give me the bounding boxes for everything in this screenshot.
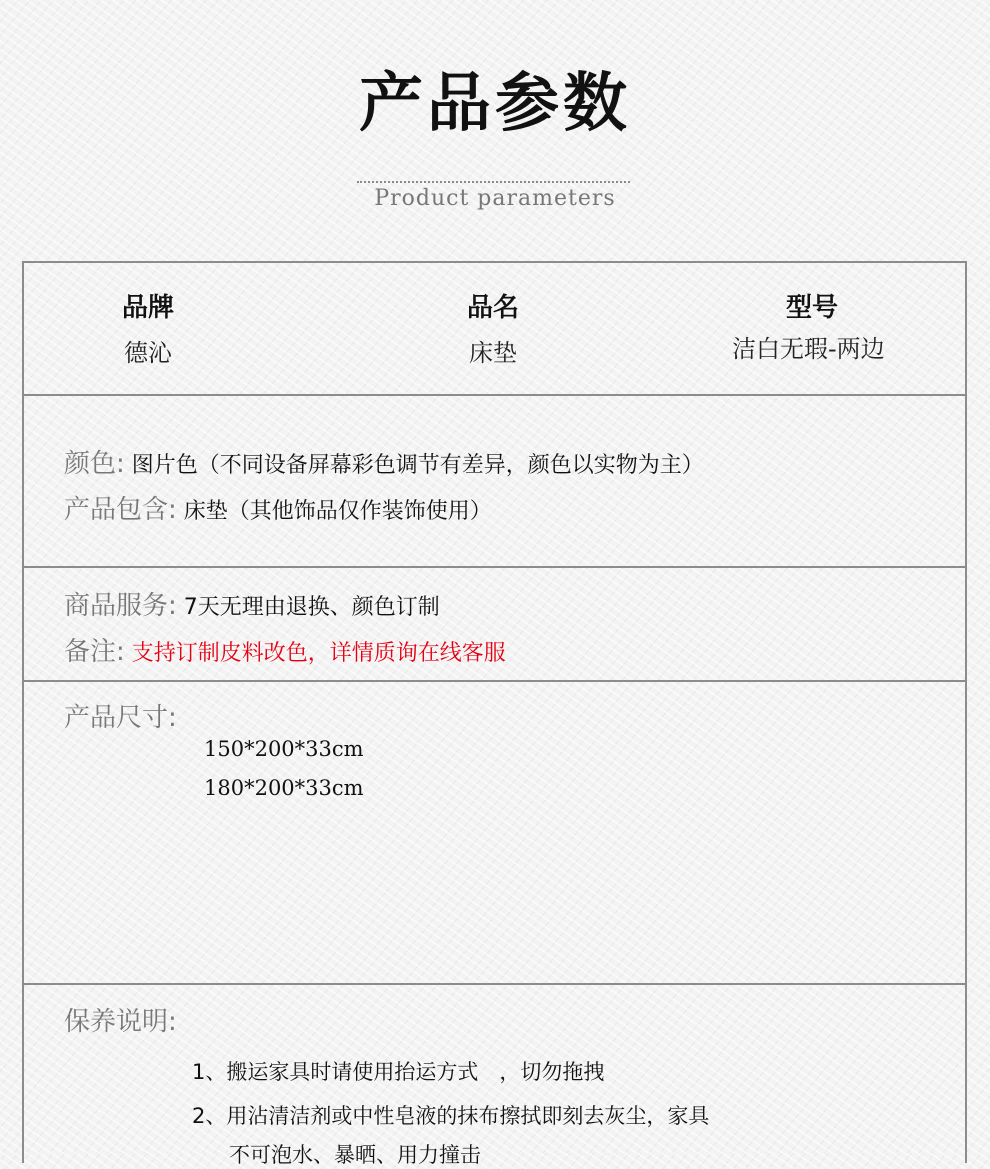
note-value: 支持订制皮料改色，详情质询在线客服 [131, 641, 506, 666]
contents-value: 床垫（其他饰品仅作装饰使用） [183, 499, 492, 524]
contents-row [64, 489, 492, 526]
color-row [64, 443, 704, 480]
color-value: 图片色（不同设备屏幕彩色调节有差异，颜色以实物为主） [131, 453, 704, 478]
contents-label: 产品包含: [64, 495, 177, 525]
table-divider [24, 394, 965, 396]
color-label: 颜色: [64, 449, 125, 479]
service-row [64, 585, 440, 622]
brand-label: 品牌 [122, 293, 175, 323]
product-name-value: 床垫 [469, 339, 517, 367]
service-label: 商品服务: [64, 591, 177, 621]
note-row [64, 631, 506, 668]
care-label: 保养说明: [64, 1007, 177, 1037]
note-label: 备注: [64, 637, 125, 667]
model-value: 洁白无瑕-两边 [732, 335, 885, 363]
title-divider [357, 181, 630, 183]
page-title: 产品参数 [359, 66, 631, 141]
size-item: 150*200*33cm [204, 737, 364, 761]
brand-value: 德沁 [124, 339, 172, 367]
parameters-table [22, 261, 967, 1167]
table-divider [24, 983, 965, 985]
table-divider [24, 680, 965, 682]
care-item: 不可泡水、暴晒、用力撞击 [229, 1143, 481, 1167]
care-item: 2、用沾清洁剂或中性皂液的抹布擦拭即刻去灰尘，家具 [192, 1104, 710, 1128]
care-row [64, 1001, 177, 1038]
table-divider [24, 566, 965, 568]
page-subtitle: Product parameters [374, 186, 616, 211]
size-row [64, 697, 177, 734]
service-value: 7天无理由退换、颜色订制 [183, 595, 440, 620]
care-item: 1、搬运家具时请使用抬运方式 ，切勿拖拽 [192, 1060, 605, 1084]
model-label: 型号 [786, 293, 839, 323]
size-label: 产品尺寸: [64, 703, 177, 733]
size-item: 180*200*33cm [204, 776, 364, 800]
product-name-label: 品名 [467, 293, 520, 323]
